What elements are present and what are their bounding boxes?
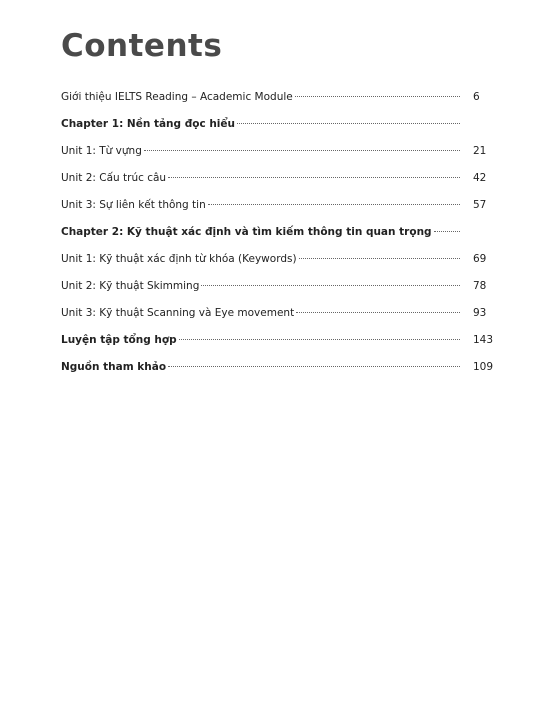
toc-entry-page: 78 [473, 280, 487, 292]
toc-entry-page: 69 [473, 253, 487, 265]
toc-entry-page: 93 [473, 307, 487, 319]
dot-leader [434, 231, 460, 232]
toc-entry[interactable] [61, 84, 501, 111]
toc-entry-label: Chapter 2: Kỹ thuật xác định và tìm kiếm thông tin quan trọng [61, 226, 432, 238]
toc-entry[interactable] [61, 192, 501, 219]
toc-entry[interactable] [61, 111, 501, 138]
table-of-contents [61, 84, 501, 381]
toc-entry[interactable] [61, 138, 501, 165]
dot-leader [295, 96, 460, 97]
page-title: Contents [61, 28, 223, 64]
toc-entry-label: Unit 3: Sự liên kết thông tin [61, 199, 206, 211]
toc-entry[interactable] [61, 219, 501, 246]
toc-entry-page: 109 [473, 361, 494, 373]
dot-leader [208, 204, 460, 205]
toc-entry-page: 143 [473, 334, 494, 346]
toc-entry-label: Nguồn tham khảo [61, 361, 167, 373]
dot-leader [144, 150, 460, 151]
toc-entry-label: Unit 3: Kỹ thuật Scanning và Eye movement [61, 307, 295, 319]
toc-entry-page: 42 [473, 172, 487, 184]
dot-leader [179, 339, 460, 340]
toc-entry-label: Unit 1: Từ vựng [61, 145, 142, 157]
toc-entry-label: Giới thiệu IELTS Reading – Academic Module [61, 91, 293, 103]
toc-entry-label: Unit 2: Cấu trúc câu [61, 172, 167, 184]
toc-entry-page: 57 [473, 199, 487, 211]
dot-leader [168, 366, 460, 367]
toc-entry-page: 21 [473, 145, 487, 157]
dot-leader [201, 285, 460, 286]
toc-entry-label: Chapter 1: Nền tảng đọc hiểu [61, 118, 235, 130]
dot-leader [237, 123, 460, 124]
dot-leader [168, 177, 460, 178]
toc-entry-label: Luyện tập tổng hợp [61, 334, 177, 346]
toc-entry[interactable] [61, 300, 501, 327]
toc-entry[interactable] [61, 165, 501, 192]
toc-entry[interactable] [61, 354, 501, 381]
toc-entry[interactable] [61, 273, 501, 300]
toc-entry[interactable] [61, 246, 501, 273]
toc-entry-page: 6 [473, 91, 480, 103]
toc-entry[interactable] [61, 327, 501, 354]
dot-leader [299, 258, 460, 259]
dot-leader [296, 312, 460, 313]
toc-entry-label: Unit 2: Kỹ thuật Skimming [61, 280, 200, 292]
toc-entry-label: Unit 1: Kỹ thuật xác định từ khóa (Keywords) [61, 253, 297, 265]
